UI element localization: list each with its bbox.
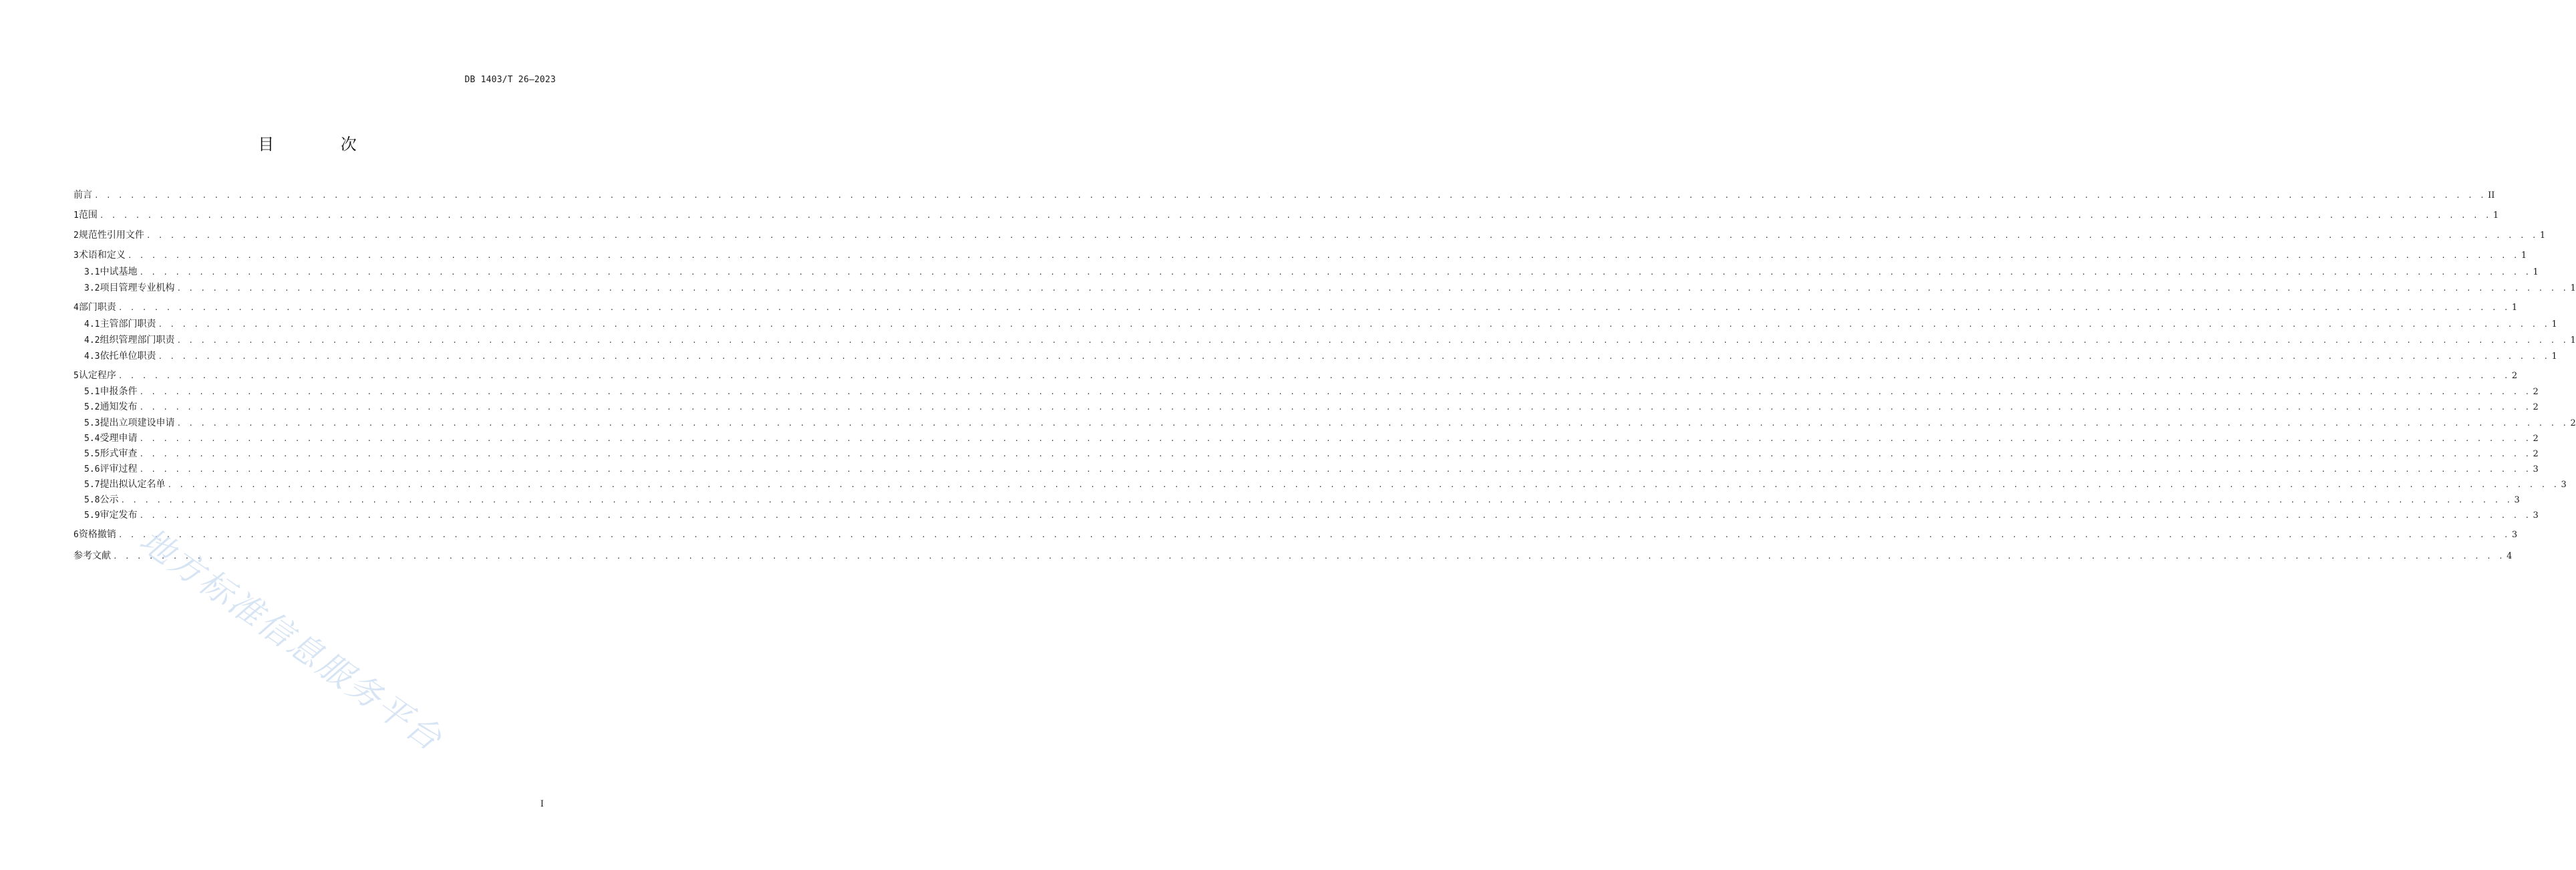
dot-leader: . . . . . . . . . . . . . . . . . . . . . . . . . . . . . . . . . . . . . . . . . . . . . . . . . . . . . . . . . . . . . . . . . . . . . . . . . . . . . . . . . . . . . . . . . . . . . . . . . . . . . . . . . . . . . . . . . . . . . . . . . . . . . . . . . . . . . . . . . . . . . . . . . . . . . . . . . . . . . . . . . . . . . . . . . . . . . . . . . . . . . . . . . . . . . . . . . . . . . . . . [139, 268, 2531, 277]
toc-entry-number: 4.2 [84, 335, 100, 345]
toc-entry[interactable] [73, 528, 2518, 541]
toc-entry-title: 规范性引用文件 [78, 230, 144, 241]
dot-leader: . . . . . . . . . . . . . . . . . . . . . . . . . . . . . . . . . . . . . . . . . . . . . . . . . . . . . . . . . . . . . . . . . . . . . . . . . . . . . . . . . . . . . . . . . . . . . . . . . . . . . . . . . . . . . . . . . . . . . . . . . . . . . . . . . . . . . . . . . . . . . . . . . . . . . . . . . . . . . . . . . . . . . . . . . . . . . . . . . . . . . . . . . . . . . . . . . . . . . . . . [118, 372, 2510, 380]
toc-entry[interactable] [73, 493, 2520, 506]
watermark: 地方标准信息服务平台 [132, 521, 451, 760]
toc-entry-page: 3 [2561, 480, 2567, 490]
toc-entry-page: 2 [2511, 371, 2518, 381]
toc-entry-page: 1 [2570, 283, 2576, 293]
toc-entry[interactable] [73, 229, 2546, 242]
toc-entry-title: 部门职责 [78, 302, 116, 313]
toc-entry[interactable] [73, 188, 2495, 202]
toc-entry-title: 资格撤销 [78, 529, 116, 540]
toc-entry[interactable] [73, 462, 2539, 476]
toc-entry-page: 1 [2551, 319, 2557, 329]
dot-leader: . . . . . . . . . . . . . . . . . . . . . . . . . . . . . . . . . . . . . . . . . . . . . . . . . . . . . . . . . . . . . . . . . . . . . . . . . . . . . . . . . . . . . . . . . . . . . . . . . . . . . . . . . . . . . . . . . . . . . . . . . . . . . . . . . . . . . . . . . . . . . . . . . . . . . . . . . . . . . . . . . . . . . . . . . . . . . . . . . . . . . . . . . . . . . . . . . . . . . . . . [139, 434, 2531, 443]
toc-entry[interactable] [73, 400, 2539, 414]
toc-entry[interactable] [73, 317, 2557, 331]
toc-entry[interactable] [73, 385, 2539, 398]
toc-entry-page: 1 [2570, 335, 2576, 345]
toc-entry-title: 认定程序 [78, 370, 116, 381]
page-number: I [540, 799, 544, 809]
page-title: 目 次 [258, 135, 387, 154]
dot-leader: . . . . . . . . . . . . . . . . . . . . . . . . . . . . . . . . . . . . . . . . . . . . . . . . . . . . . . . . . . . . . . . . . . . . . . . . . . . . . . . . . . . . . . . . . . . . . . . . . . . . . . . . . . . . . . . . . . . . . . . . . . . . . . . . . . . . . . . . . . . . . . . . . . . . . . . . . . . . . . . . . . . . . . . . . . . . . . . . . . . . . . . . . . . . . . . . . . . . . . . . [99, 211, 2491, 220]
toc-entry-page: 1 [2539, 231, 2546, 241]
toc-entry[interactable] [73, 416, 2576, 430]
toc-entry-page: 1 [2533, 267, 2539, 277]
toc-entry-title: 组织管理部门职责 [100, 335, 175, 345]
toc-entry-number: 5.7 [84, 480, 100, 490]
dot-leader: . . . . . . . . . . . . . . . . . . . . . . . . . . . . . . . . . . . . . . . . . . . . . . . . . . . . . . . . . . . . . . . . . . . . . . . . . . . . . . . . . . . . . . . . . . . . . . . . . . . . . . . . . . . . . . . . . . . . . . . . . . . . . . . . . . . . . . . . . . . . . . . . . . . . . . . . . . . . . . . . . . . . . . . . . . . . . . . . . . . . . . . . . . . . . . . . . . . . . . . . [139, 403, 2531, 412]
toc-entry-page: 4 [2507, 551, 2513, 561]
toc-entry-title: 通知发布 [100, 402, 138, 412]
toc-entry-title: 公示 [100, 494, 119, 505]
toc-entry[interactable] [73, 549, 2513, 563]
toc-entry[interactable] [73, 208, 2499, 222]
toc-entry-number: 5.6 [84, 464, 100, 474]
toc-entry-number: 5.4 [84, 434, 100, 444]
toc-entry[interactable] [73, 509, 2539, 522]
dot-leader: . . . . . . . . . . . . . . . . . . . . . . . . . . . . . . . . . . . . . . . . . . . . . . . . . . . . . . . . . . . . . . . . . . . . . . . . . . . . . . . . . . . . . . . . . . . . . . . . . . . . . . . . . . . . . . . . . . . . . . . . . . . . . . . . . . . . . . . . . . . . . . . . . . . . . . . . . . . . . . . . . . . . . . . . . . . . . . . . . . . . . . . . . . . . . . . . . . . . . . . . [120, 496, 2513, 504]
toc-entry-page: 3 [2514, 495, 2520, 505]
toc-entry-page: 2 [2533, 449, 2539, 459]
toc-entry-number: 6 [73, 530, 79, 540]
toc-entry-title: 主管部门职责 [100, 319, 156, 329]
toc-entry-number: 3.2 [84, 283, 100, 293]
dot-leader: . . . . . . . . . . . . . . . . . . . . . . . . . . . . . . . . . . . . . . . . . . . . . . . . . . . . . . . . . . . . . . . . . . . . . . . . . . . . . . . . . . . . . . . . . . . . . . . . . . . . . . . . . . . . . . . . . . . . . . . . . . . . . . . . . . . . . . . . . . . . . . . . . . . . . . . . . . . . . . . . . . . . . . . . . . . . . . . . . . . . . . . . . . . . . . . . . . . . . . . . [127, 251, 2519, 260]
toc-entry-page: 2 [2533, 434, 2539, 444]
toc-entry-page: 2 [2533, 402, 2539, 412]
toc-entry-title: 形式审查 [100, 448, 138, 459]
toc-entry-title: 术语和定义 [78, 250, 126, 261]
dot-leader: . . . . . . . . . . . . . . . . . . . . . . . . . . . . . . . . . . . . . . . . . . . . . . . . . . . . . . . . . . . . . . . . . . . . . . . . . . . . . . . . . . . . . . . . . . . . . . . . . . . . . . . . . . . . . . . . . . . . . . . . . . . . . . . . . . . . . . . . . . . . . . . . . . . . . . . . . . . . . . . . . . . . . . . . . . . . . . . . . . . . . . . . . . . . . . . . . . . . . . . . [118, 531, 2510, 539]
toc-entry-page: 3 [2533, 464, 2539, 474]
document-code: DB 1403/T 26—2023 [464, 75, 556, 85]
toc-entry[interactable] [73, 281, 2576, 295]
toc-entry-title: 中试基地 [100, 267, 138, 277]
toc-entry-page: II [2488, 190, 2495, 200]
toc-entry-page: 1 [2492, 210, 2499, 221]
toc-entry[interactable] [73, 432, 2539, 445]
toc-entry[interactable] [73, 249, 2527, 262]
toc-entry-number: 3 [73, 251, 79, 261]
toc-entry[interactable] [73, 369, 2518, 382]
toc-entry-number: 4.1 [84, 319, 100, 329]
toc-entry[interactable] [73, 265, 2539, 279]
dot-leader: . . . . . . . . . . . . . . . . . . . . . . . . . . . . . . . . . . . . . . . . . . . . . . . . . . . . . . . . . . . . . . . . . . . . . . . . . . . . . . . . . . . . . . . . . . . . . . . . . . . . . . . . . . . . . . . . . . . . . . . . . . . . . . . . . . . . . . . . . . . . . . . . . . . . . . . . . . . . . . . . . . . . . . . . . . . . . . . . . . . . . . . . . . . . . . . . . . . . . . . . [167, 480, 2559, 489]
dot-leader: . . . . . . . . . . . . . . . . . . . . . . . . . . . . . . . . . . . . . . . . . . . . . . . . . . . . . . . . . . . . . . . . . . . . . . . . . . . . . . . . . . . . . . . . . . . . . . . . . . . . . . . . . . . . . . . . . . . . . . . . . . . . . . . . . . . . . . . . . . . . . . . . . . . . . . . . . . . . . . . . . . . . . . . . . . . . . . . . . . . . . . . . . . . . . . . . . . . . . . . . [94, 191, 2486, 200]
toc-entry-number: 3.1 [84, 267, 100, 277]
dot-leader: . . . . . . . . . . . . . . . . . . . . . . . . . . . . . . . . . . . . . . . . . . . . . . . . . . . . . . . . . . . . . . . . . . . . . . . . . . . . . . . . . . . . . . . . . . . . . . . . . . . . . . . . . . . . . . . . . . . . . . . . . . . . . . . . . . . . . . . . . . . . . . . . . . . . . . . . . . . . . . . . . . . . . . . . . . . . . . . . . . . . . . . . . . . . . . . . . . . . . . . . [139, 465, 2531, 474]
toc-entry-page: 2 [2533, 387, 2539, 397]
toc-entry-number: 4 [73, 303, 79, 313]
toc-entry-title: 前言 [73, 190, 92, 200]
toc-entry-page: 2 [2570, 418, 2576, 428]
dot-leader: . . . . . . . . . . . . . . . . . . . . . . . . . . . . . . . . . . . . . . . . . . . . . . . . . . . . . . . . . . . . . . . . . . . . . . . . . . . . . . . . . . . . . . . . . . . . . . . . . . . . . . . . . . . . . . . . . . . . . . . . . . . . . . . . . . . . . . . . . . . . . . . . . . . . . . . . . . . . . . . . . . . . . . . . . . . . . . . . . . . . . . . . . . . . . . . . . . . . . . . . [158, 320, 2550, 329]
toc-entry[interactable] [73, 478, 2567, 491]
toc-entry-title: 提出拟认定名单 [100, 479, 166, 490]
dot-leader: . . . . . . . . . . . . . . . . . . . . . . . . . . . . . . . . . . . . . . . . . . . . . . . . . . . . . . . . . . . . . . . . . . . . . . . . . . . . . . . . . . . . . . . . . . . . . . . . . . . . . . . . . . . . . . . . . . . . . . . . . . . . . . . . . . . . . . . . . . . . . . . . . . . . . . . . . . . . . . . . . . . . . . . . . . . . . . . . . . . . . . . . . . . . . . . . . . . . . . . . [176, 419, 2569, 428]
dot-leader: . . . . . . . . . . . . . . . . . . . . . . . . . . . . . . . . . . . . . . . . . . . . . . . . . . . . . . . . . . . . . . . . . . . . . . . . . . . . . . . . . . . . . . . . . . . . . . . . . . . . . . . . . . . . . . . . . . . . . . . . . . . . . . . . . . . . . . . . . . . . . . . . . . . . . . . . . . . . . . . . . . . . . . . . . . . . . . . . . . . . . . . . . . . . . . . . . . . . . . . . [139, 450, 2531, 458]
toc-entry[interactable] [73, 447, 2539, 460]
toc-entry-number: 4.3 [84, 351, 100, 361]
dot-leader: . . . . . . . . . . . . . . . . . . . . . . . . . . . . . . . . . . . . . . . . . . . . . . . . . . . . . . . . . . . . . . . . . . . . . . . . . . . . . . . . . . . . . . . . . . . . . . . . . . . . . . . . . . . . . . . . . . . . . . . . . . . . . . . . . . . . . . . . . . . . . . . . . . . . . . . . . . . . . . . . . . . . . . . . . . . . . . . . . . . . . . . . . . . . . . . . . . . . . . . . [146, 231, 2538, 240]
toc-entry-number: 5.5 [84, 449, 100, 459]
toc-entry-title: 项目管理专业机构 [100, 283, 175, 293]
toc-entry-title: 受理申请 [100, 433, 138, 444]
toc-entry[interactable] [73, 349, 2557, 363]
toc-entry-title: 范围 [78, 210, 98, 221]
toc-entry-number: 5.1 [84, 387, 100, 397]
toc-entry-page: 3 [2533, 511, 2539, 521]
dot-leader: . . . . . . . . . . . . . . . . . . . . . . . . . . . . . . . . . . . . . . . . . . . . . . . . . . . . . . . . . . . . . . . . . . . . . . . . . . . . . . . . . . . . . . . . . . . . . . . . . . . . . . . . . . . . . . . . . . . . . . . . . . . . . . . . . . . . . . . . . . . . . . . . . . . . . . . . . . . . . . . . . . . . . . . . . . . . . . . . . . . . . . . . . . . . . . . . . . . . . . . . [176, 336, 2569, 345]
toc-entry-title: 依托单位职责 [100, 351, 156, 361]
dot-leader: . . . . . . . . . . . . . . . . . . . . . . . . . . . . . . . . . . . . . . . . . . . . . . . . . . . . . . . . . . . . . . . . . . . . . . . . . . . . . . . . . . . . . . . . . . . . . . . . . . . . . . . . . . . . . . . . . . . . . . . . . . . . . . . . . . . . . . . . . . . . . . . . . . . . . . . . . . . . . . . . . . . . . . . . . . . . . . . . . . . . . . . . . . . . . . . . . . . . . . . . [176, 284, 2569, 293]
dot-leader: . . . . . . . . . . . . . . . . . . . . . . . . . . . . . . . . . . . . . . . . . . . . . . . . . . . . . . . . . . . . . . . . . . . . . . . . . . . . . . . . . . . . . . . . . . . . . . . . . . . . . . . . . . . . . . . . . . . . . . . . . . . . . . . . . . . . . . . . . . . . . . . . . . . . . . . . . . . . . . . . . . . . . . . . . . . . . . . . . . . . . . . . . . . . . . . . . . . . . . . . [113, 552, 2505, 561]
dot-leader: . . . . . . . . . . . . . . . . . . . . . . . . . . . . . . . . . . . . . . . . . . . . . . . . . . . . . . . . . . . . . . . . . . . . . . . . . . . . . . . . . . . . . . . . . . . . . . . . . . . . . . . . . . . . . . . . . . . . . . . . . . . . . . . . . . . . . . . . . . . . . . . . . . . . . . . . . . . . . . . . . . . . . . . . . . . . . . . . . . . . . . . . . . . . . . . . . . . . . . . . [158, 352, 2550, 361]
toc-entry-page: 1 [2521, 251, 2527, 261]
toc-entry-number: 5.3 [84, 418, 100, 428]
toc-entry-title: 评审过程 [100, 464, 138, 474]
toc-entry[interactable] [73, 301, 2518, 314]
toc-entry-number: 1 [73, 210, 79, 221]
toc-entry-page: 1 [2511, 303, 2518, 313]
toc-entry-page: 1 [2551, 351, 2557, 361]
toc-entry-number: 5.8 [84, 495, 100, 505]
toc-entry-title: 参考文献 [73, 551, 111, 561]
toc-entry-page: 3 [2511, 530, 2518, 540]
toc-entry-title: 申报条件 [100, 386, 138, 397]
toc-entry-number: 5.2 [84, 402, 100, 412]
toc-entry-title: 审定发布 [100, 510, 138, 521]
dot-leader: . . . . . . . . . . . . . . . . . . . . . . . . . . . . . . . . . . . . . . . . . . . . . . . . . . . . . . . . . . . . . . . . . . . . . . . . . . . . . . . . . . . . . . . . . . . . . . . . . . . . . . . . . . . . . . . . . . . . . . . . . . . . . . . . . . . . . . . . . . . . . . . . . . . . . . . . . . . . . . . . . . . . . . . . . . . . . . . . . . . . . . . . . . . . . . . . . . . . . . . . [139, 388, 2531, 396]
dot-leader: . . . . . . . . . . . . . . . . . . . . . . . . . . . . . . . . . . . . . . . . . . . . . . . . . . . . . . . . . . . . . . . . . . . . . . . . . . . . . . . . . . . . . . . . . . . . . . . . . . . . . . . . . . . . . . . . . . . . . . . . . . . . . . . . . . . . . . . . . . . . . . . . . . . . . . . . . . . . . . . . . . . . . . . . . . . . . . . . . . . . . . . . . . . . . . . . . . . . . . . . [139, 511, 2531, 520]
toc-entry-title: 提出立项建设申请 [100, 418, 175, 428]
toc-entry[interactable] [73, 333, 2576, 347]
toc-entry-number: 2 [73, 231, 79, 241]
toc-entry-number: 5 [73, 371, 79, 381]
dot-leader: . . . . . . . . . . . . . . . . . . . . . . . . . . . . . . . . . . . . . . . . . . . . . . . . . . . . . . . . . . . . . . . . . . . . . . . . . . . . . . . . . . . . . . . . . . . . . . . . . . . . . . . . . . . . . . . . . . . . . . . . . . . . . . . . . . . . . . . . . . . . . . . . . . . . . . . . . . . . . . . . . . . . . . . . . . . . . . . . . . . . . . . . . . . . . . . . . . . . . . . . [118, 303, 2510, 312]
toc-entry-number: 5.9 [84, 511, 100, 521]
